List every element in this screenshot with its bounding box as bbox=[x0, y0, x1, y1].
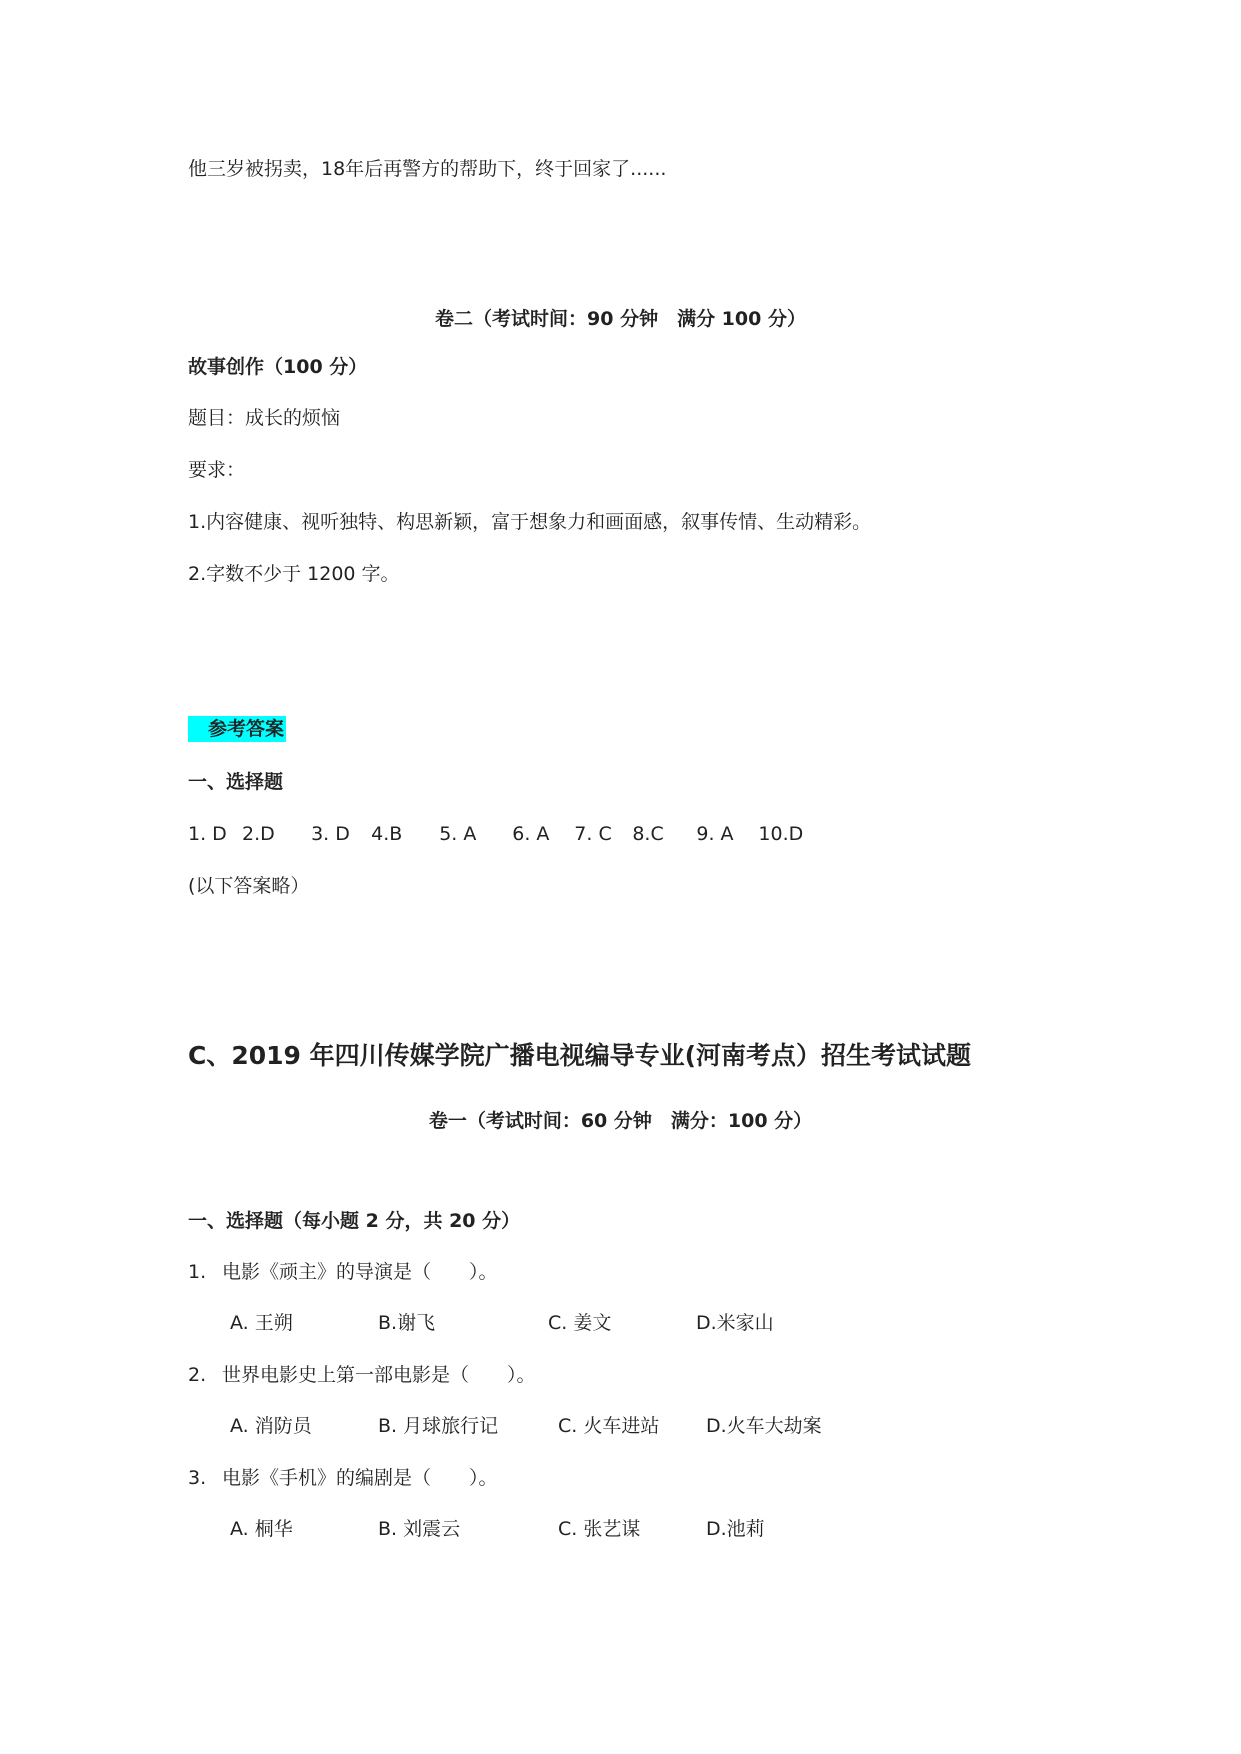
paper2-requirement-2: 2.字数不少于 1200 字。 bbox=[188, 563, 400, 585]
question-number: 1. bbox=[188, 1261, 207, 1283]
option-c: C. 姜文 bbox=[548, 1312, 612, 1334]
answer-item: 4.B bbox=[371, 823, 403, 845]
option-b: B.谢飞 bbox=[378, 1312, 436, 1334]
answer-item: 5. A bbox=[439, 823, 477, 845]
option-b: B. 刘震云 bbox=[378, 1518, 461, 1540]
question-text: 电影《手机》的编剧是（ ）。 bbox=[222, 1467, 498, 1489]
paper2-requirements-label: 要求： bbox=[188, 459, 246, 481]
answers-heading bbox=[188, 717, 286, 741]
paper2-header: 卷二（考试时间：90 分钟 满分 100 分） bbox=[435, 308, 806, 330]
answer-item: 3. D bbox=[311, 823, 350, 845]
answers-list bbox=[188, 822, 803, 846]
answers-heading-highlight: 参考答案 bbox=[188, 716, 286, 742]
question-number: 2. bbox=[188, 1364, 207, 1386]
exam-c-paper1-header: 卷一（考试时间：60 分钟 满分：100 分） bbox=[428, 1110, 813, 1132]
option-d: D.池莉 bbox=[706, 1518, 765, 1540]
option-c: C. 张艺谋 bbox=[558, 1518, 641, 1540]
paper2-section-title: 故事创作（100 分） bbox=[188, 356, 368, 378]
exam-c-section-title: 一、选择题（每小题 2 分，共 20 分） bbox=[188, 1210, 521, 1232]
exam-c-title: C、2019 年四川传媒学院广播电视编导专业(河南考点）招生考试试题 bbox=[188, 1041, 972, 1070]
option-a: A. 王朔 bbox=[230, 1312, 293, 1334]
question-number: 3. bbox=[188, 1467, 207, 1489]
answer-item: 8.C bbox=[632, 823, 664, 845]
answer-item: 6. A bbox=[512, 823, 550, 845]
answers-note: (以下答案略） bbox=[188, 875, 310, 897]
answers-section-title: 一、选择题 bbox=[188, 771, 284, 793]
option-c: C. 火车进站 bbox=[558, 1415, 660, 1437]
question-text: 世界电影史上第一部电影是（ ）。 bbox=[222, 1364, 536, 1386]
option-a: A. 消防员 bbox=[230, 1415, 312, 1437]
option-a: A. 桐华 bbox=[230, 1518, 293, 1540]
answer-item: 9. A bbox=[696, 823, 734, 845]
answer-item: 2.D bbox=[242, 823, 275, 845]
answer-item: 10.D bbox=[758, 823, 804, 845]
paper2-topic: 题目：成长的烦恼 bbox=[188, 407, 341, 429]
question-text: 电影《顽主》的导演是（ ）。 bbox=[222, 1261, 498, 1283]
intro-line: 他三岁被拐卖，18年后再警方的帮助下，终于回家了...... bbox=[188, 158, 667, 180]
option-d: D.火车大劫案 bbox=[706, 1415, 822, 1437]
option-d: D.米家山 bbox=[696, 1312, 774, 1334]
answer-item: 7. C bbox=[574, 823, 612, 845]
paper2-requirement-1: 1.内容健康、视听独特、构思新颖，富于想象力和画面感，叙事传情、生动精彩。 bbox=[188, 511, 872, 533]
answer-item: 1. D bbox=[188, 823, 227, 845]
option-b: B. 月球旅行记 bbox=[378, 1415, 499, 1437]
